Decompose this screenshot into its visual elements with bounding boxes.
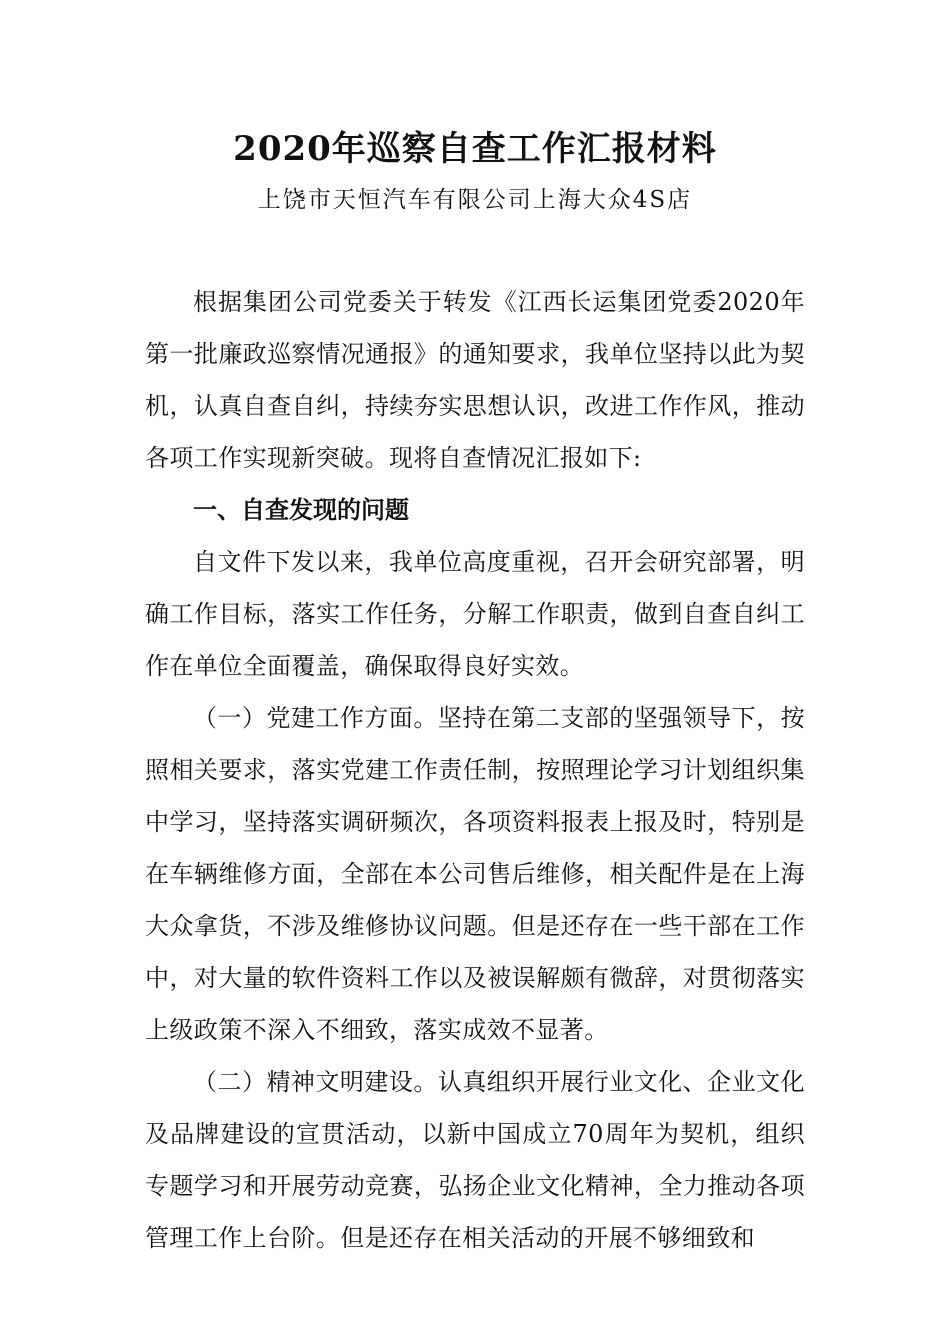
body-paragraph: 自文件下发以来，我单位高度重视，召开会研究部署，明确工作目标，落实工作任务，分解工作职责，做到自查自纠工作在单位全面覆盖，确保取得良好实效。: [145, 548, 805, 680]
page-title: 2020年巡察自查工作汇报材料: [233, 129, 717, 169]
section-heading-problems: 一、自查发现的问题: [193, 496, 409, 524]
spiritual-civilization-paragraph: （二）精神文明建设。认真组织开展行业文化、企业文化及品牌建设的宣贯活动，以新中国成立70周年为契机，组织专题学习和开展劳动竞赛，弘扬企业文化精神，全力推动各项管理工作上台阶。但是还存在相关活动的开展不够细致和: [145, 1068, 805, 1252]
document-body: [145, 276, 805, 1264]
company-subtitle: 上饶市天恒汽车有限公司上海大众4S店: [257, 187, 693, 213]
party-building-paragraph: （一）党建工作方面。坚持在第二支部的坚强领导下，按照相关要求，落实党建工作责任制，按照理论学习计划组织集中学习，坚持落实调研频次，各项资料报表上报及时，特别是在车辆维修方面，全部在本公司售后维修，相关配件是在上海大众拿货，不涉及维修协议问题。但是还存在一些干部在工作中，对大量的软件资料工作以及被误解颇有微辞，对贯彻落实上级政策不深入不细致，落实成效不显著。: [145, 704, 805, 1044]
intro-paragraph: 根据集团公司党委关于转发《江西长运集团党委2020年第一批廉政巡察情况通报》的通知要求，我单位坚持以此为契机，认真自查自纠，持续夯实思想认识，改进工作作风，推动各项工作实现新突破。现将自查情况汇报如下:: [145, 288, 805, 472]
